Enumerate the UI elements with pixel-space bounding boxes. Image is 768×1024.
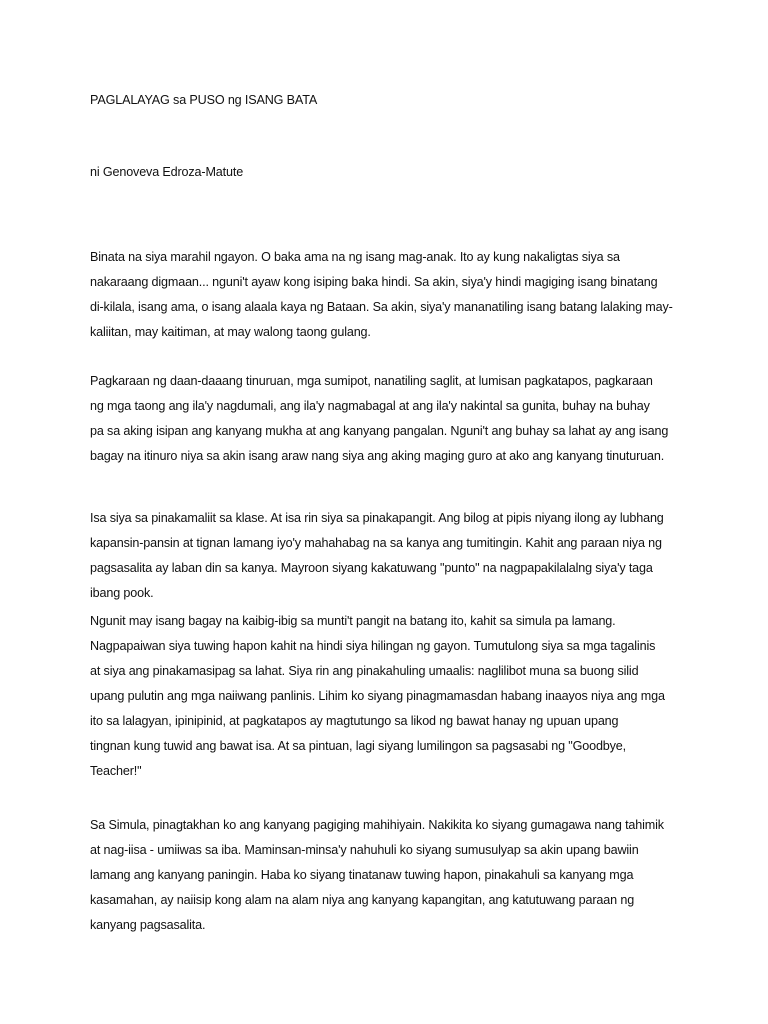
paragraph-line: kapansin-pansin at tignan lamang iyo'y mahahabag na sa kanya ang tumitingin. Kahit ang paraan niya ng xyxy=(90,536,662,550)
author-text: ni Genoveva Edroza-Matute xyxy=(90,165,244,179)
paragraph-line: tingnan kung tuwid ang bawat isa. At sa pintuan, lagi siyang lumilingon sa pagsasabi ng "Goodbye, xyxy=(90,739,627,753)
paragraph-line: Isa siya sa pinakamaliit sa klase. At isa rin siya sa pinakapangit. Ang bilog at pipis niyang ilong ay lubhang xyxy=(90,511,664,525)
paragraph-line: Ngunit may isang bagay na kaibig-ibig sa munti't pangit na batang ito, kahit sa simula pa lamang. xyxy=(90,614,616,628)
paragraph-line: ng mga taong ang ila'y nagdumali, ang ila'y nagmabagal at ang ila'y nakintal sa gunita, buhay na buhay xyxy=(90,399,650,413)
paragraph-5 xyxy=(90,813,664,938)
paragraph-line: kanyang pagsasalita. xyxy=(90,918,206,932)
paragraph-line: Nagpapaiwan siya tuwing hapon kahit na hindi siya hilingan ng gayon. Tumutulong siya sa mga tagalinis xyxy=(90,639,656,653)
paragraph-line: at nag-iisa - umiiwas sa iba. Maminsan-minsa'y nahuhuli ko siyang sumusulyap sa akin upang bawiin xyxy=(90,843,639,857)
paragraph-line: Sa Simula, pinagtakhan ko ang kanyang pagiging mahihiyain. Nakikita ko siyang gumagawa nang tahimik xyxy=(90,818,664,832)
paragraph-line: ito sa lalagyan, ipinipinid, at pagkatapos ay magtutungo sa likod ng bawat hanay ng upuan upang xyxy=(90,714,619,728)
paragraph-line: di-kilala, isang ama, o isang alaala kaya ng Bataan. Sa akin, siya'y mananatiling isang batang lalaking may- xyxy=(90,300,673,314)
paragraph-line: lamang ang kanyang paningin. Haba ko siyang tinatanaw tuwing hapon, pinakahuli sa kanyang mga xyxy=(90,868,634,882)
paragraph-line: Binata na siya marahil ngayon. O baka ama na ng isang mag-anak. Ito ay kung nakaligtas siya sa xyxy=(90,250,620,264)
paragraph-line: kasamahan, ay naiisip kong alam na alam niya ang kanyang kapangitan, ang katutuwang paraan ng xyxy=(90,893,635,907)
paragraph-2 xyxy=(90,369,668,469)
paragraph-line: kaliitan, may kaitiman, at may walong taong gulang. xyxy=(90,325,371,339)
paragraph-line: pagsasalita ay laban din sa kanya. Mayroon siyang kakatuwang "punto" na nagpapakilalalng siya'y taga xyxy=(90,561,653,575)
paragraph-line: bagay na itinuro niya sa akin isang araw nang siya ang aking maging guro at ako ang kanyang tinuturuan. xyxy=(90,449,665,463)
paragraph-line: at siya ang pinakamasipag sa lahat. Siya rin ang pinakahuling umaalis: naglilibot muna sa buong silid xyxy=(90,664,639,678)
paragraph-line: Pagkaraan ng daan-daaang tinuruan, mga sumipot, nanatiling saglit, at lumisan pagkatapos, pagkaraan xyxy=(90,374,653,388)
paragraph-line: nakaraang digmaan... nguni't ayaw kong isiping baka hindi. Sa akin, siya'y hindi magiging isang binatang xyxy=(90,275,658,289)
document-author xyxy=(90,160,243,185)
document-title xyxy=(90,88,317,113)
paragraph-line: pa sa aking isipan ang kanyang mukha at ang kanyang pangalan. Nguni't ang buhay sa lahat ay ang isang xyxy=(90,424,669,438)
paragraph-1 xyxy=(90,245,673,345)
paragraph-3 xyxy=(90,506,664,606)
paragraph-line: Teacher!" xyxy=(90,764,142,778)
title-text: PAGLALAYAG sa PUSO ng ISANG BATA xyxy=(90,93,318,107)
paragraph-line: upang pulutin ang mga naiiwang panlinis. Lihim ko siyang pinagmamasdan habang inaayos niya ang mga xyxy=(90,689,665,703)
paragraph-4 xyxy=(90,609,665,784)
paragraph-line: ibang pook. xyxy=(90,586,154,600)
